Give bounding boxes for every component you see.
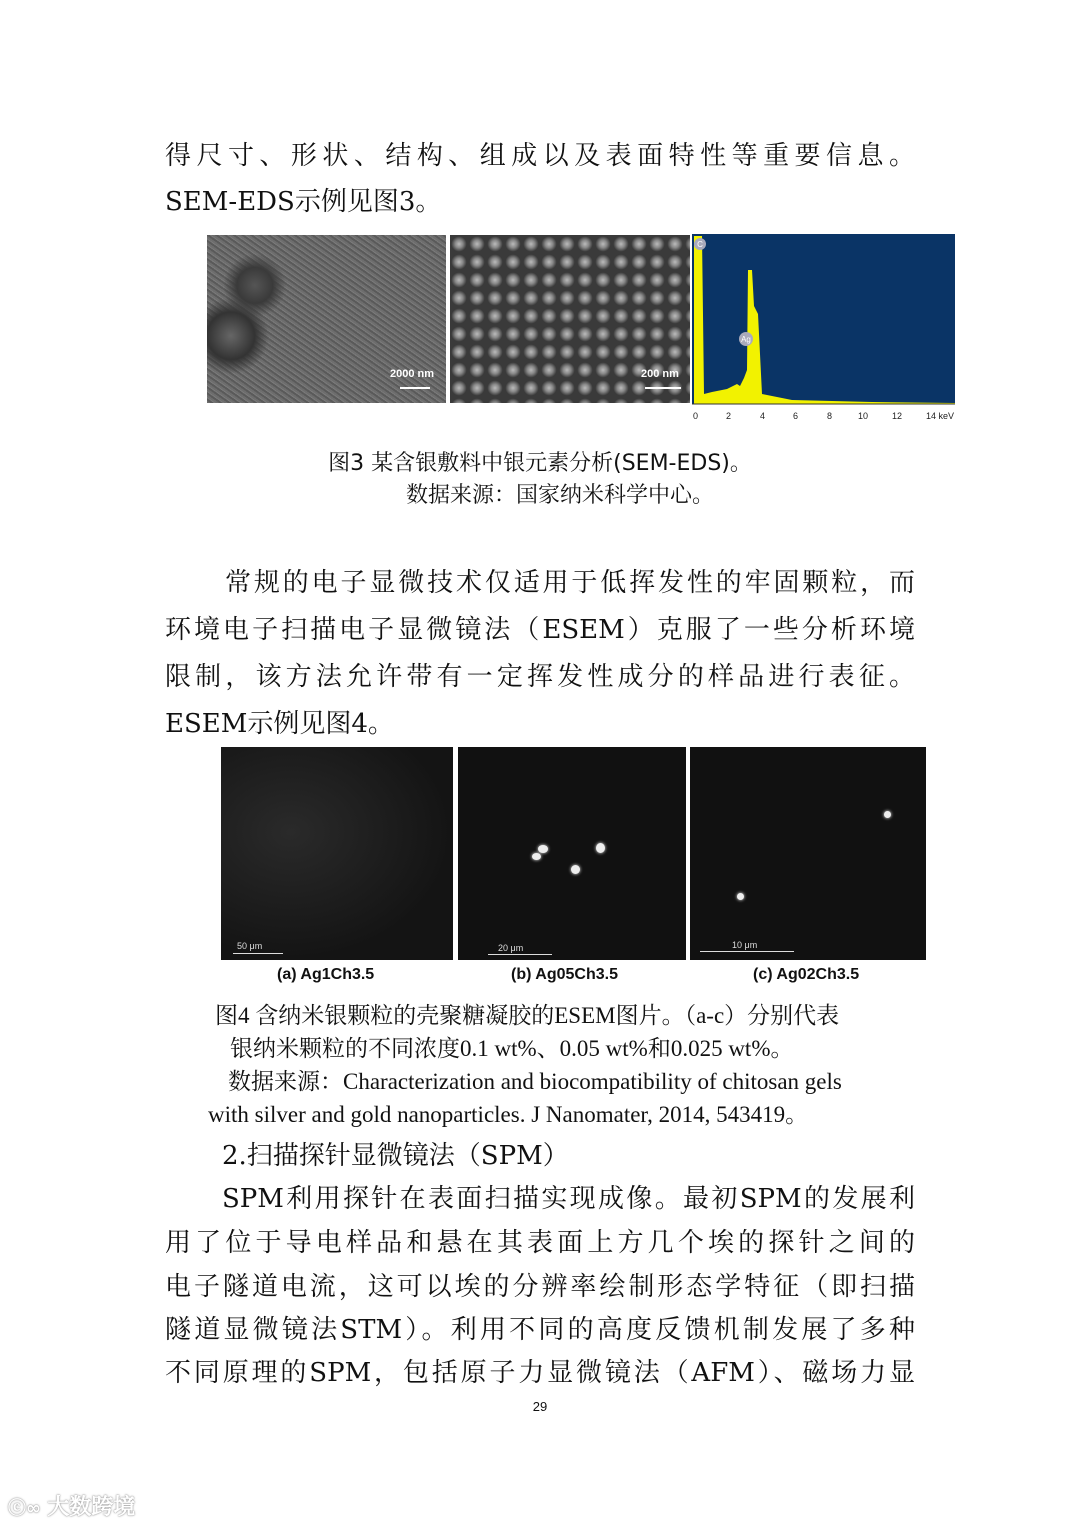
- tick-label: 12: [892, 411, 903, 421]
- tick-label: 8: [827, 411, 833, 421]
- body-text-line: 不同原理的SPM，包括原子力显微镜法（AFM）、磁场力显: [165, 1358, 915, 1388]
- section-heading: 2.扫描探针显微镜法（SPM）: [222, 1141, 569, 1171]
- scale-bar: [645, 387, 681, 389]
- scale-label: 200 nm: [641, 368, 679, 380]
- esem-image-b: [458, 747, 686, 960]
- scale-label: 50 μm: [237, 941, 263, 951]
- body-text-line: 得尺寸、形状、结构、组成以及表面特性等重要信息。: [165, 141, 915, 171]
- figure4-source-line: with silver and gold nanoparticles. J Nanomater, 2014, 543419。: [208, 1102, 809, 1127]
- body-text-line: ESEM示例见图4。: [165, 709, 394, 739]
- body-text-line: 隧道显微镜法STM）。利用不同的高度反馈机制发展了多种: [165, 1315, 915, 1345]
- body-text-line: 环境电子扫描电子显微镜法（ESEM）克服了一些分析环境: [165, 615, 915, 645]
- tick-label: 2: [726, 411, 732, 421]
- body-text-line: 用了位于导电样品和悬在其表面上方几个埃的探针之间的: [165, 1228, 915, 1258]
- sem-image-high-mag: [450, 235, 690, 403]
- scale-bar: [700, 951, 794, 952]
- figure3-caption: 图3 某含银敷料中银元素分析(SEM-EDS)。: [328, 451, 752, 476]
- tick-label: 6: [793, 411, 799, 421]
- scale-bar: [233, 953, 283, 954]
- body-text-line: SPM利用探针在表面扫描实现成像。最初SPM的发展利: [222, 1184, 915, 1214]
- sem-image-low-mag: [207, 235, 446, 403]
- body-text-line: SEM-EDS示例见图3。: [165, 187, 442, 217]
- figure4-caption-line: 银纳米颗粒的不同浓度0.1 wt%、0.05 wt%和0.025 wt%。: [230, 1036, 794, 1061]
- peak-label-ag: Ag: [741, 335, 751, 344]
- scale-bar: [488, 954, 552, 955]
- esem-image-a: [221, 747, 453, 960]
- watermark-logo: ⓒ∞ 大数跨境: [8, 1495, 136, 1520]
- esem-image-c: [690, 747, 926, 960]
- page-number: 29: [532, 1399, 548, 1414]
- tick-label: 14 keV: [926, 411, 955, 421]
- tick-label: 10: [858, 411, 869, 421]
- panel-label-a: (a) Ag1Ch3.5: [277, 966, 375, 983]
- figure3-source: 数据来源：国家纳米科学中心。: [405, 483, 714, 508]
- eds-plot-area: [692, 234, 955, 404]
- tick-label: 0: [693, 411, 699, 421]
- figure4-caption-line: 图4 含纳米银颗粒的壳聚糖凝胶的ESEM图片。（a-c）分别代表: [215, 1003, 840, 1028]
- panel-label-c: (c) Ag02Ch3.5: [753, 966, 860, 983]
- scale-label: 2000 nm: [390, 368, 435, 380]
- scale-label: 10 μm: [732, 940, 758, 950]
- eds-spectrum: [692, 234, 958, 426]
- tick-label: 4: [760, 411, 766, 421]
- peak-label-c: C: [697, 240, 703, 249]
- body-text-line: 常规的电子显微技术仅适用于低挥发性的牢固颗粒，而: [225, 568, 915, 598]
- scale-bar: [400, 387, 430, 389]
- panel-label-b: (b) Ag05Ch3.5: [511, 966, 618, 983]
- figure4-source-line: 数据来源：Characterization and biocompatibility of chitosan gels: [228, 1069, 842, 1094]
- body-text-line: 限制，该方法允许带有一定挥发性成分的样品进行表征。: [165, 662, 915, 692]
- body-text-line: 电子隧道电流，这可以埃的分辨率绘制形态学特征（即扫描: [165, 1272, 915, 1302]
- scale-label: 20 μm: [498, 943, 524, 953]
